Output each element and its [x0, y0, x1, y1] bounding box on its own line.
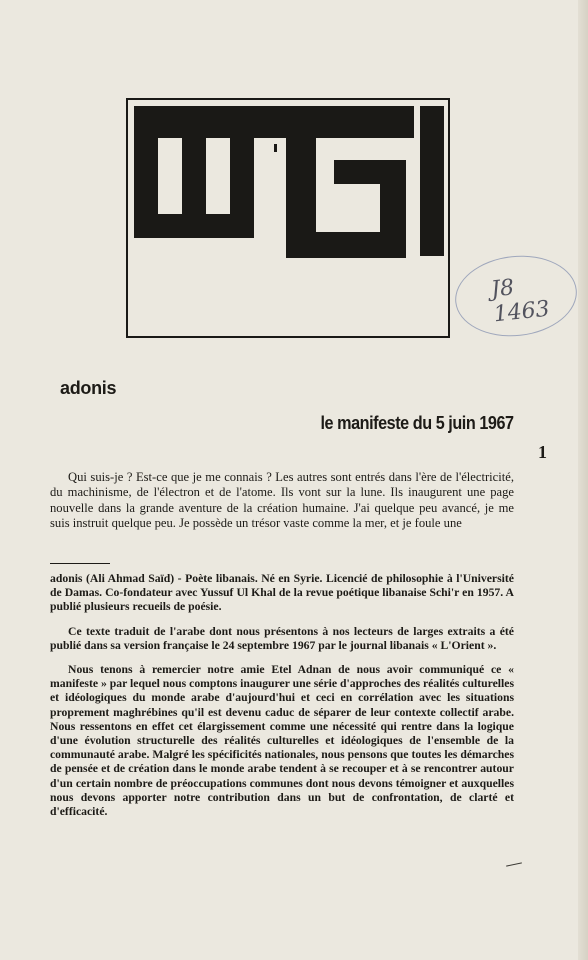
pencil-mark: [506, 862, 522, 866]
note-author-bio: adonis (Ali Ahmad Saïd) - Poète libanais. Né en Syrie. Licencié de philosophie à l'Université de Damas. Co-fondateur avec Yussuf Ul Khal de la revue poétique libanaise Schi'r en 1957. A publié plusieurs recueils de poésie.: [50, 572, 514, 614]
author-name: adonis: [60, 378, 117, 398]
article-title: le manifeste du 5 juin 1967: [320, 413, 514, 433]
logo-svg: [128, 100, 448, 336]
library-stamp-icon: [451, 250, 581, 342]
calligraphic-logo-icon: [126, 98, 450, 338]
footnote-rule: [50, 563, 110, 564]
logo-bar-shape: [134, 106, 414, 138]
note-acknowledgement: Nous tenons à remercier notre amie Etel Adnan de nous avoir communiqué ce « manifeste » par lequel nous comptons inaugurer une série d'approches des réalités culturelles et idéologiques du monde arabe d'aujourd'hui et ceci en corrélation avec les situations proprement maghrébines qu'il est devenu caduc de séparer de leur contexte collectif arabe. Nous ressentons en effet cet élargissement comme une nécessité qui rentre dans la logique d'une évolution structurelle des réalités culturelles et idéologiques de l'ensemble de la communauté arabe. Malgré les spécificités nationales, nous pensons que toutes les démarches de pensée et de création dans le monde arabe tendent à se recouper et à se rencontrer autour d'un certain nombre de préoccupations communes dont nous devons témoigner et auxquelles nous devons apporter notre contribution dans un but de confrontation, de clarté et d'efficacité.: [50, 663, 514, 819]
stamp-handwritten-number: J8 1463: [489, 275, 551, 328]
editorial-notes: [50, 572, 514, 829]
body-paragraph: Qui suis-je ? Est-ce que je me connais ? Les autres sont entrés dans l'ère de l'électricité, du machinisme, de l'électron et de l'atome. Ils vont sur la lune. Ils inaugurent une page nouvelle dans la grande aventure de la création humaine. J'ai quelque peu avancé, je me suis instruit quelque peu. Je possède un trésor vaste comme la mer, et je foule une: [50, 470, 514, 531]
page-edge: [578, 0, 588, 960]
note-translation: Ce texte traduit de l'arabe dont nous présentons à nos lecteurs de larges extraits a été publié dans sa version française le 24 septembre 1967 par le journal libanais « L'Orient ».: [50, 624, 514, 652]
page-number: 1: [538, 442, 547, 462]
